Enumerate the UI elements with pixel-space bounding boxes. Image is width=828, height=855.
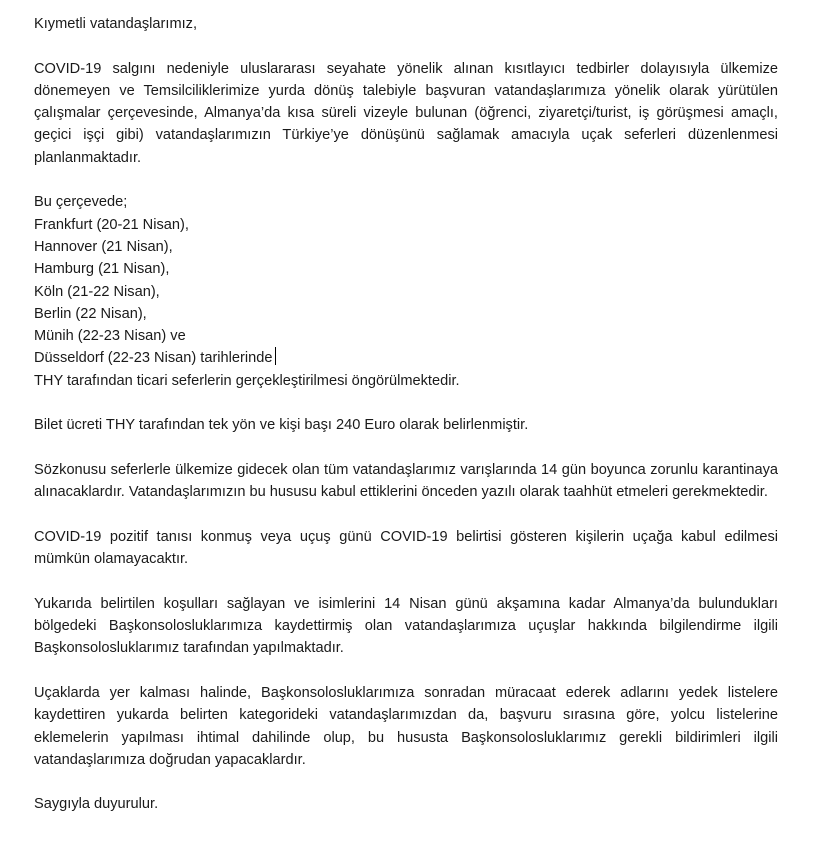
schedule-city-berlin: Berlin (22 Nisan),: [34, 305, 147, 322]
schedule-city-munih: Münih (22-23 Nisan) ve: [34, 328, 186, 345]
schedule-lead: Bu çerçevede;: [34, 194, 128, 211]
quarantine-paragraph: Sözkonusu seferlerle ülkemize gidecek olan tüm vatandaşlarımız varışlarında 14 gün boyunca zorunlu karantinaya alınacaklardır. Vatandaşlarımızın bu hususu kabul ettiklerini önceden yazılı olarak taahhüt etmeleri gerekmektedir.: [34, 461, 778, 501]
signoff: Saygıyla duyurulur.: [34, 796, 159, 813]
schedule-closing: THY tarafından ticari seferlerin gerçekleştirilmesi öngörülmektedir.: [34, 372, 460, 389]
schedule-city-dusseldorf-line: [34, 347, 778, 369]
schedule-city-dusseldorf: Düsseldorf (22-23 Nisan) tarihlerinde: [34, 350, 273, 367]
schedule-city-hamburg: Hamburg (21 Nisan),: [34, 261, 170, 278]
covid-positive-paragraph: COVID-19 pozitif tanısı konmuş veya uçuş günü COVID-19 belirtisi gösteren kişilerin uçağa kabul edilmesi mümkün olamayacaktır.: [34, 528, 778, 568]
text-cursor: [275, 347, 276, 365]
document-body[interactable]: [34, 13, 778, 838]
flight-schedule: [34, 191, 778, 392]
schedule-city-hannover: Hannover (21 Nisan),: [34, 238, 173, 255]
ticket-paragraph: Bilet ücreti THY tarafından tek yön ve kişi başı 240 Euro olarak belirlenmiştir.: [34, 417, 529, 434]
intro-paragraph: COVID-19 salgını nedeniyle uluslararası seyahate yönelik alınan kısıtlayıcı tedbirler dolayısıyla ülkemize dönemeyen ve Temsilciliklerimize yurda dönüş talebiyle başvuran vatandaşlarımıza yönelik olarak yürütülen çalışmalar çerçevesinde, Almanya’da kısa süreli vizeyle bulunan (öğrenci, ziyaretçi/turist, iş görüşmesi amaçlı, geçici işçi gibi) vatandaşlarımızın Türkiye’ye dönüşünü sağlamak amacıyla uçak seferleri düzenlenmesi planlanmaktadır.: [34, 60, 778, 166]
waitlist-paragraph: Uçaklarda yer kalması halinde, Başkonsolosluklarımıza sonradan müracaat ederek adlarını yedek listelere kaydettiren yukarda belirten kategorideki vatandaşlarımızdan da, başvuru sırasına göre, yolcu listelerine eklemelerin yapılması ihtimal dahilinde olup, bu hususta Başkonsolosluklarımız gerekli bildirimleri ilgili vatandaşlarımıza doğrudan yapacaklardır.: [34, 684, 778, 768]
schedule-city-koln: Köln (21-22 Nisan),: [34, 283, 160, 300]
greeting: Kıymetli vatandaşlarımız,: [34, 16, 198, 32]
schedule-city-frankfurt: Frankfurt (20-21 Nisan),: [34, 216, 189, 233]
registration-paragraph: Yukarıda belirtilen koşulları sağlayan ve isimlerini 14 Nisan günü akşamına kadar Almanya’da bulundukları bölgedeki Başkonsolosluklarımıza kaydettirmiş olan vatandaşlarımıza uçuşlar hakkında bilgilendirme ilgili Başkonsolosluklarımız tarafından yapılmaktadır.: [34, 595, 778, 657]
